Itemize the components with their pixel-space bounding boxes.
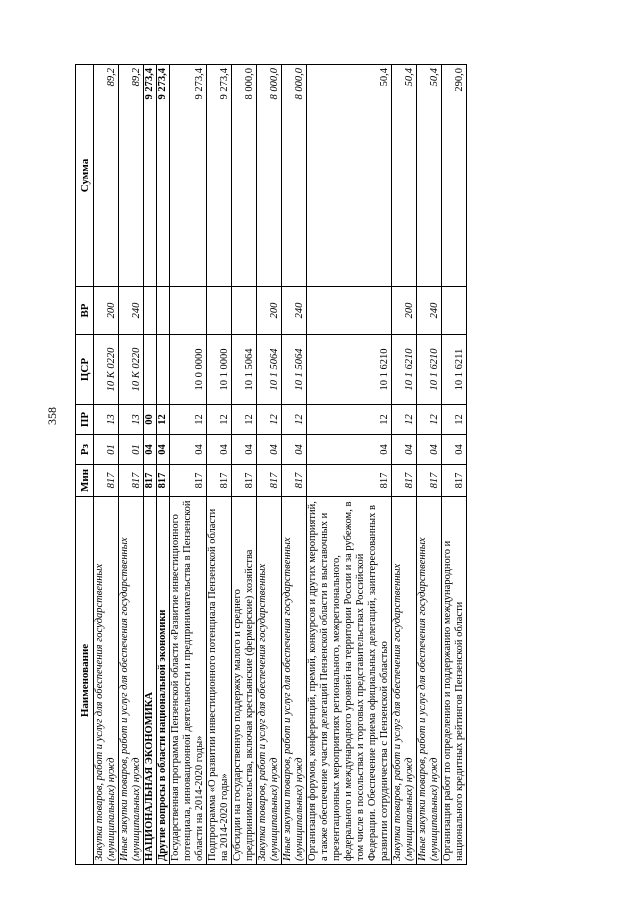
cell-pr: 12 <box>157 405 170 435</box>
cell-rz: 01 <box>119 435 144 465</box>
table-row <box>417 65 442 865</box>
cell-rz: 04 <box>417 435 442 465</box>
cell-min: 817 <box>417 465 442 497</box>
cell-csr: 10 1 6211 <box>442 335 467 405</box>
cell-rz: 04 <box>157 435 170 465</box>
cell-min: 817 <box>207 465 232 497</box>
cell-name: Иные закупки товаров, работ и услуг для обеспечения государственных (муниципальных) нужд <box>282 497 307 865</box>
cell-pr: 12 <box>170 405 207 435</box>
cell-min: 817 <box>282 465 307 497</box>
cell-rz: 04 <box>207 435 232 465</box>
cell-vr: 240 <box>119 287 144 335</box>
cell-sum: 9 273,4 <box>144 65 157 287</box>
cell-rz: 04 <box>392 435 417 465</box>
header-vr: ВР <box>76 287 94 335</box>
cell-pr: 12 <box>417 405 442 435</box>
cell-name: Другие вопросы в области национальной экономики <box>157 497 170 865</box>
cell-sum: 290,0 <box>442 65 467 287</box>
cell-min: 817 <box>232 465 257 497</box>
cell-vr <box>307 287 392 335</box>
table-row <box>94 65 119 865</box>
header-sum: Сумма <box>76 65 94 287</box>
table-row <box>232 65 257 865</box>
cell-rz: 04 <box>144 435 157 465</box>
cell-sum: 89,2 <box>94 65 119 287</box>
cell-csr: 10 1 6210 <box>307 335 392 405</box>
cell-name: Подпрограмма «О развитии инвестиционного потенциала Пензенской области на 2014-2020 годы» <box>207 497 232 865</box>
cell-pr: 12 <box>282 405 307 435</box>
cell-sum: 9 273,4 <box>170 65 207 287</box>
cell-vr: 200 <box>94 287 119 335</box>
cell-name: Закупка товаров, работ и услуг для обеспечения государственных (муниципальных) нужд <box>257 497 282 865</box>
cell-name: НАЦИОНАЛЬНАЯ ЭКОНОМИКА <box>144 497 157 865</box>
cell-pr: 13 <box>94 405 119 435</box>
cell-sum: 50,4 <box>392 65 417 287</box>
cell-vr: 200 <box>257 287 282 335</box>
cell-sum: 50,4 <box>417 65 442 287</box>
cell-vr: 240 <box>282 287 307 335</box>
cell-vr <box>442 287 467 335</box>
table-body <box>94 65 467 865</box>
cell-min: 817 <box>119 465 144 497</box>
cell-csr: 10 1 0000 <box>207 335 232 405</box>
cell-name: Закупка товаров, работ и услуг для обеспечения государственных (муниципальных) нужд <box>94 497 119 865</box>
cell-min: 817 <box>257 465 282 497</box>
header-pr: ПР <box>76 405 94 435</box>
table-row <box>119 65 144 865</box>
cell-min: 817 <box>170 465 207 497</box>
cell-min: 817 <box>94 465 119 497</box>
page-number: 358 <box>45 407 59 425</box>
table-row <box>257 65 282 865</box>
cell-min: 817 <box>442 465 467 497</box>
header-csr: ЦСР <box>76 335 94 405</box>
cell-rz: 04 <box>232 435 257 465</box>
cell-pr: 00 <box>144 405 157 435</box>
table-row <box>442 65 467 865</box>
cell-name: Организация форумов, конференций, премий, конкурсов и других мероприятий, а также обеспечение участия делегаций Пензенской области в выставочных и презентационных мероприятиях регионального, межрегионального, федерального и международного уровней на территории России и за рубежом, в том числе в посольствах и торговых представительствах Российской Федерации. Обеспечение приема официальных делегаций, заинтересованных в развитии сотрудничества с Пензенской областью <box>307 497 392 865</box>
cell-sum: 8 000,0 <box>257 65 282 287</box>
header-name: Наименование <box>76 497 94 865</box>
cell-pr: 12 <box>307 405 392 435</box>
cell-vr <box>144 287 157 335</box>
cell-pr: 12 <box>232 405 257 435</box>
table-row <box>170 65 207 865</box>
cell-csr: 10 1 5064 <box>232 335 257 405</box>
cell-min: 817 <box>157 465 170 497</box>
cell-min: 817 <box>144 465 157 497</box>
cell-vr <box>232 287 257 335</box>
cell-name: Организация работ по определению и поддержанию международного и национального кредитных рейтингов Пензенской области <box>442 497 467 865</box>
header-min: Мин <box>76 465 94 497</box>
table-header-row <box>76 65 94 865</box>
cell-sum: 8 000,0 <box>282 65 307 287</box>
cell-sum: 50,4 <box>307 65 392 287</box>
table-row <box>307 65 392 865</box>
cell-name: Закупка товаров, работ и услуг для обеспечения государственных (муниципальных) нужд <box>392 497 417 865</box>
rotated-table-container <box>75 65 575 865</box>
cell-pr: 12 <box>442 405 467 435</box>
cell-rz: 04 <box>257 435 282 465</box>
cell-vr <box>157 287 170 335</box>
cell-rz: 04 <box>170 435 207 465</box>
header-rz: Рз <box>76 435 94 465</box>
cell-csr: 10 К 0220 <box>119 335 144 405</box>
cell-sum: 9 273,4 <box>157 65 170 287</box>
cell-sum: 8 000,0 <box>232 65 257 287</box>
cell-pr: 12 <box>207 405 232 435</box>
cell-csr: 10 1 6210 <box>417 335 442 405</box>
cell-csr: 10 1 5064 <box>257 335 282 405</box>
cell-csr: 10 1 6210 <box>392 335 417 405</box>
cell-vr: 200 <box>392 287 417 335</box>
cell-csr: 10 1 5064 <box>282 335 307 405</box>
cell-name: Иные закупки товаров, работ и услуг для обеспечения государственных (муниципальных) нужд <box>417 497 442 865</box>
cell-rz: 01 <box>94 435 119 465</box>
cell-min: 817 <box>392 465 417 497</box>
cell-name: Государственная программа Пензенской области «Развитие инвестиционного потенциала, инновационной деятельности и предпринимательства в Пензенской области на 2014-2020 годы» <box>170 497 207 865</box>
cell-rz: 04 <box>282 435 307 465</box>
cell-rz: 04 <box>307 435 392 465</box>
budget-table <box>75 64 467 865</box>
cell-name: Иные закупки товаров, работ и услуг для обеспечения государственных (муниципальных) нужд <box>119 497 144 865</box>
cell-csr: 10 0 0000 <box>170 335 207 405</box>
table-row <box>207 65 232 865</box>
cell-vr <box>170 287 207 335</box>
table-row <box>144 65 157 865</box>
cell-csr: 10 К 0220 <box>94 335 119 405</box>
table-row <box>392 65 417 865</box>
cell-pr: 13 <box>119 405 144 435</box>
cell-csr <box>157 335 170 405</box>
cell-csr <box>144 335 157 405</box>
cell-sum: 9 273,4 <box>207 65 232 287</box>
cell-min: 817 <box>307 465 392 497</box>
cell-sum: 89,2 <box>119 65 144 287</box>
cell-vr: 240 <box>417 287 442 335</box>
cell-vr <box>207 287 232 335</box>
table-row <box>157 65 170 865</box>
cell-pr: 12 <box>257 405 282 435</box>
cell-pr: 12 <box>392 405 417 435</box>
cell-rz: 04 <box>442 435 467 465</box>
table-row <box>282 65 307 865</box>
cell-name: Субсидии на государственную поддержку малого и среднего предпринимательства, включая крестьянские (фермерские) хозяйства <box>232 497 257 865</box>
